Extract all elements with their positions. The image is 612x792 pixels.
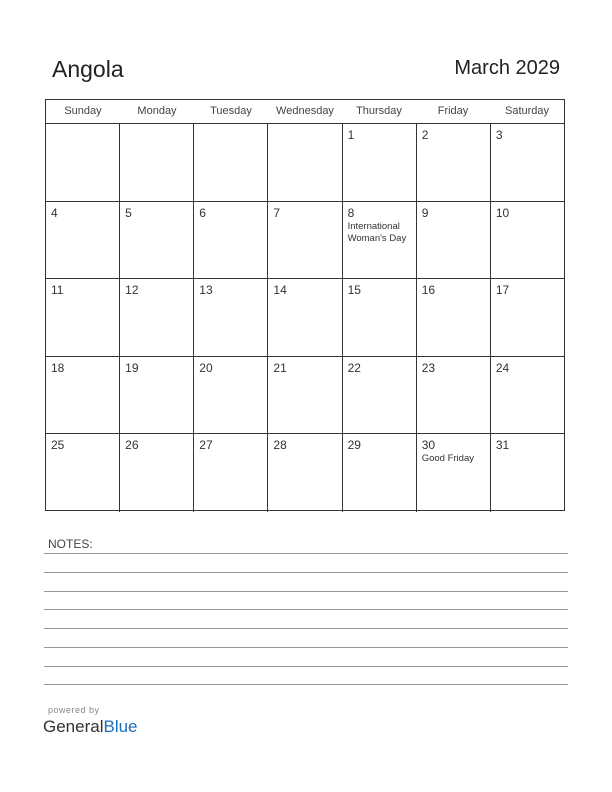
day-number: 13	[199, 283, 213, 298]
day-cell[interactable]	[194, 434, 268, 512]
day-number: 2	[421, 128, 429, 142]
month-title: March 2029	[454, 57, 560, 79]
day-cell[interactable]	[46, 202, 120, 279]
day-cell[interactable]	[268, 434, 342, 512]
brand-logo[interactable]	[43, 717, 138, 737]
calendar-grid	[45, 99, 565, 511]
day-cell[interactable]	[417, 124, 491, 201]
weekday-tuesday: Tuesday	[210, 105, 252, 117]
weekday-monday: Monday	[137, 105, 177, 117]
week-row	[46, 124, 564, 202]
day-number: 21	[273, 360, 287, 375]
day-cell[interactable]	[343, 202, 417, 279]
day-cell[interactable]	[268, 279, 342, 356]
day-cell[interactable]	[194, 124, 268, 201]
holiday-label: Good Friday	[421, 453, 474, 465]
weekday-wednesday: Wednesday	[276, 105, 334, 117]
day-number: 8	[347, 205, 355, 220]
day-cell[interactable]	[491, 124, 564, 201]
country-title: Angola	[52, 56, 124, 82]
day-number: 30	[421, 438, 436, 453]
day-number: 26	[125, 438, 139, 453]
day-cell[interactable]	[194, 279, 268, 356]
day-cell[interactable]	[343, 124, 417, 201]
day-number: 16	[421, 283, 436, 298]
brand-general: General	[43, 717, 104, 736]
weekday-sunday: Sunday	[64, 105, 102, 117]
weekday-header	[46, 100, 564, 124]
day-cell[interactable]	[120, 279, 194, 356]
day-cell[interactable]	[417, 357, 491, 434]
day-number: 25	[51, 438, 65, 453]
day-number: 24	[495, 360, 510, 375]
note-line	[44, 684, 568, 685]
day-cell[interactable]	[491, 279, 564, 356]
day-number: 9	[421, 205, 429, 220]
day-number: 19	[125, 360, 139, 375]
note-line	[44, 553, 568, 554]
day-number: 15	[347, 283, 361, 298]
day-number: 18	[51, 360, 65, 375]
day-number: 6	[199, 205, 206, 220]
day-number: 3	[495, 128, 503, 142]
brand-blue: Blue	[103, 717, 138, 736]
day-cell[interactable]	[120, 434, 194, 512]
weekday-saturday: Saturday	[504, 105, 550, 117]
powered-by-text: powered by	[48, 705, 100, 715]
day-cell[interactable]	[417, 279, 491, 356]
day-number: 1	[347, 128, 355, 142]
week-row	[46, 202, 564, 280]
day-cell[interactable]	[268, 124, 342, 201]
day-cell[interactable]	[268, 202, 342, 279]
notes-label: NOTES:	[48, 537, 93, 551]
note-line	[44, 628, 568, 629]
day-cell[interactable]	[46, 357, 120, 434]
day-number: 29	[347, 438, 361, 453]
day-number: 5	[125, 205, 132, 220]
note-line	[44, 647, 568, 648]
day-number: 27	[199, 438, 213, 453]
day-number: 14	[273, 283, 287, 298]
day-cell[interactable]	[120, 124, 194, 201]
day-cell[interactable]	[417, 434, 491, 512]
day-cell[interactable]	[46, 124, 120, 201]
week-row	[46, 434, 564, 512]
day-cell[interactable]	[491, 434, 564, 512]
day-cell[interactable]	[120, 357, 194, 434]
day-number: 28	[273, 438, 287, 453]
day-number: 10	[495, 205, 510, 220]
note-line	[44, 666, 568, 667]
day-cell[interactable]	[343, 279, 417, 356]
day-number: 17	[495, 283, 510, 298]
day-number: 12	[125, 283, 139, 298]
day-cell[interactable]	[120, 202, 194, 279]
day-number: 23	[421, 360, 436, 375]
day-number: 11	[51, 283, 64, 298]
week-row	[46, 279, 564, 357]
note-line	[44, 609, 568, 610]
day-number: 7	[273, 205, 281, 220]
day-cell[interactable]	[491, 357, 564, 434]
day-number: 4	[51, 205, 58, 220]
weekday-friday: Friday	[437, 105, 469, 117]
holiday-label: International Woman's Day	[347, 220, 407, 244]
note-line	[44, 591, 568, 592]
day-number: 31	[495, 438, 510, 453]
day-cell[interactable]	[194, 357, 268, 434]
day-cell[interactable]	[491, 202, 564, 279]
note-line	[44, 572, 568, 573]
day-cell[interactable]	[194, 202, 268, 279]
day-cell[interactable]	[46, 279, 120, 356]
day-cell[interactable]	[46, 434, 120, 512]
day-cell[interactable]	[343, 357, 417, 434]
week-row	[46, 357, 564, 435]
weeks-container	[46, 124, 564, 512]
day-cell[interactable]	[417, 202, 491, 279]
day-cell[interactable]	[268, 357, 342, 434]
day-number: 20	[199, 360, 213, 375]
day-number: 22	[347, 360, 361, 375]
weekday-thursday: Thursday	[356, 105, 402, 117]
day-cell[interactable]	[343, 434, 417, 512]
